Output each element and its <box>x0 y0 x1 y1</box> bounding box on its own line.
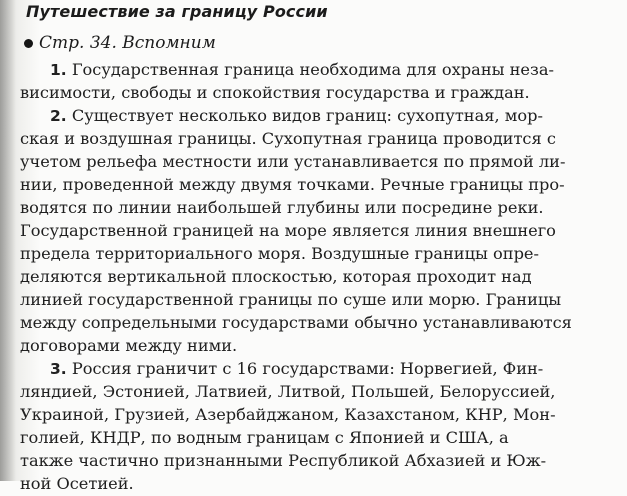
text-line: висимости, свободы и спокойствия государства и граждан. <box>20 83 530 102</box>
exercise-header <box>24 33 216 53</box>
paragraph-number: 3. <box>50 360 67 378</box>
text-line: 3. Россия граничит с 16 государствами: Норвегией, Фин- <box>50 359 544 378</box>
paragraph-number: 2. <box>50 107 67 125</box>
text-line: также частично признанными Республикой Абхазией и Юж- <box>20 451 547 470</box>
bullet-icon <box>24 39 33 48</box>
text-line: ляндией, Эстонией, Латвией, Литвой, Польшей, Белоруссией, <box>20 382 556 401</box>
text-line: голией, КНДР, по водным границам с Японией и США, а <box>20 428 509 447</box>
text-line: деляются вертикальной плоскостью, которая проходит над <box>20 267 532 286</box>
exercise-subtitle: Стр. 34. Вспомним <box>39 33 216 53</box>
text-line: учетом рельефа местности или устанавливается по прямой ли- <box>20 152 566 171</box>
text-line: 1. Государственная граница необходима для охраны неза- <box>50 60 554 79</box>
text-line: между сопредельными государствами обычно устанавливаются <box>20 313 572 332</box>
text-line: Государственной границей на море является линия внешнего <box>20 221 556 240</box>
text-line: линией государственной границы по суше или морю. Границы <box>20 290 562 309</box>
text-line: нии, проведенной между двумя точками. Речные границы про- <box>20 175 565 194</box>
text-line: 2. Существует несколько видов границ: сухопутная, мор- <box>50 106 543 125</box>
section-title: Путешествие за границу России <box>26 2 328 21</box>
text-line: ская и воздушная границы. Сухопутная граница проводится с <box>20 129 556 148</box>
paragraph-number: 1. <box>50 61 67 79</box>
text-line: водятся по линии наибольшей глубины или посредине реки. <box>20 198 544 217</box>
text-line: договорами между ними. <box>20 336 238 355</box>
text-line: Украиной, Грузией, Азербайджаном, Казахстаном, КНР, Мон- <box>20 405 556 424</box>
text-line: предела территориального моря. Воздушные границы опре- <box>20 244 539 263</box>
text-line: ной Осетией. <box>20 474 134 493</box>
